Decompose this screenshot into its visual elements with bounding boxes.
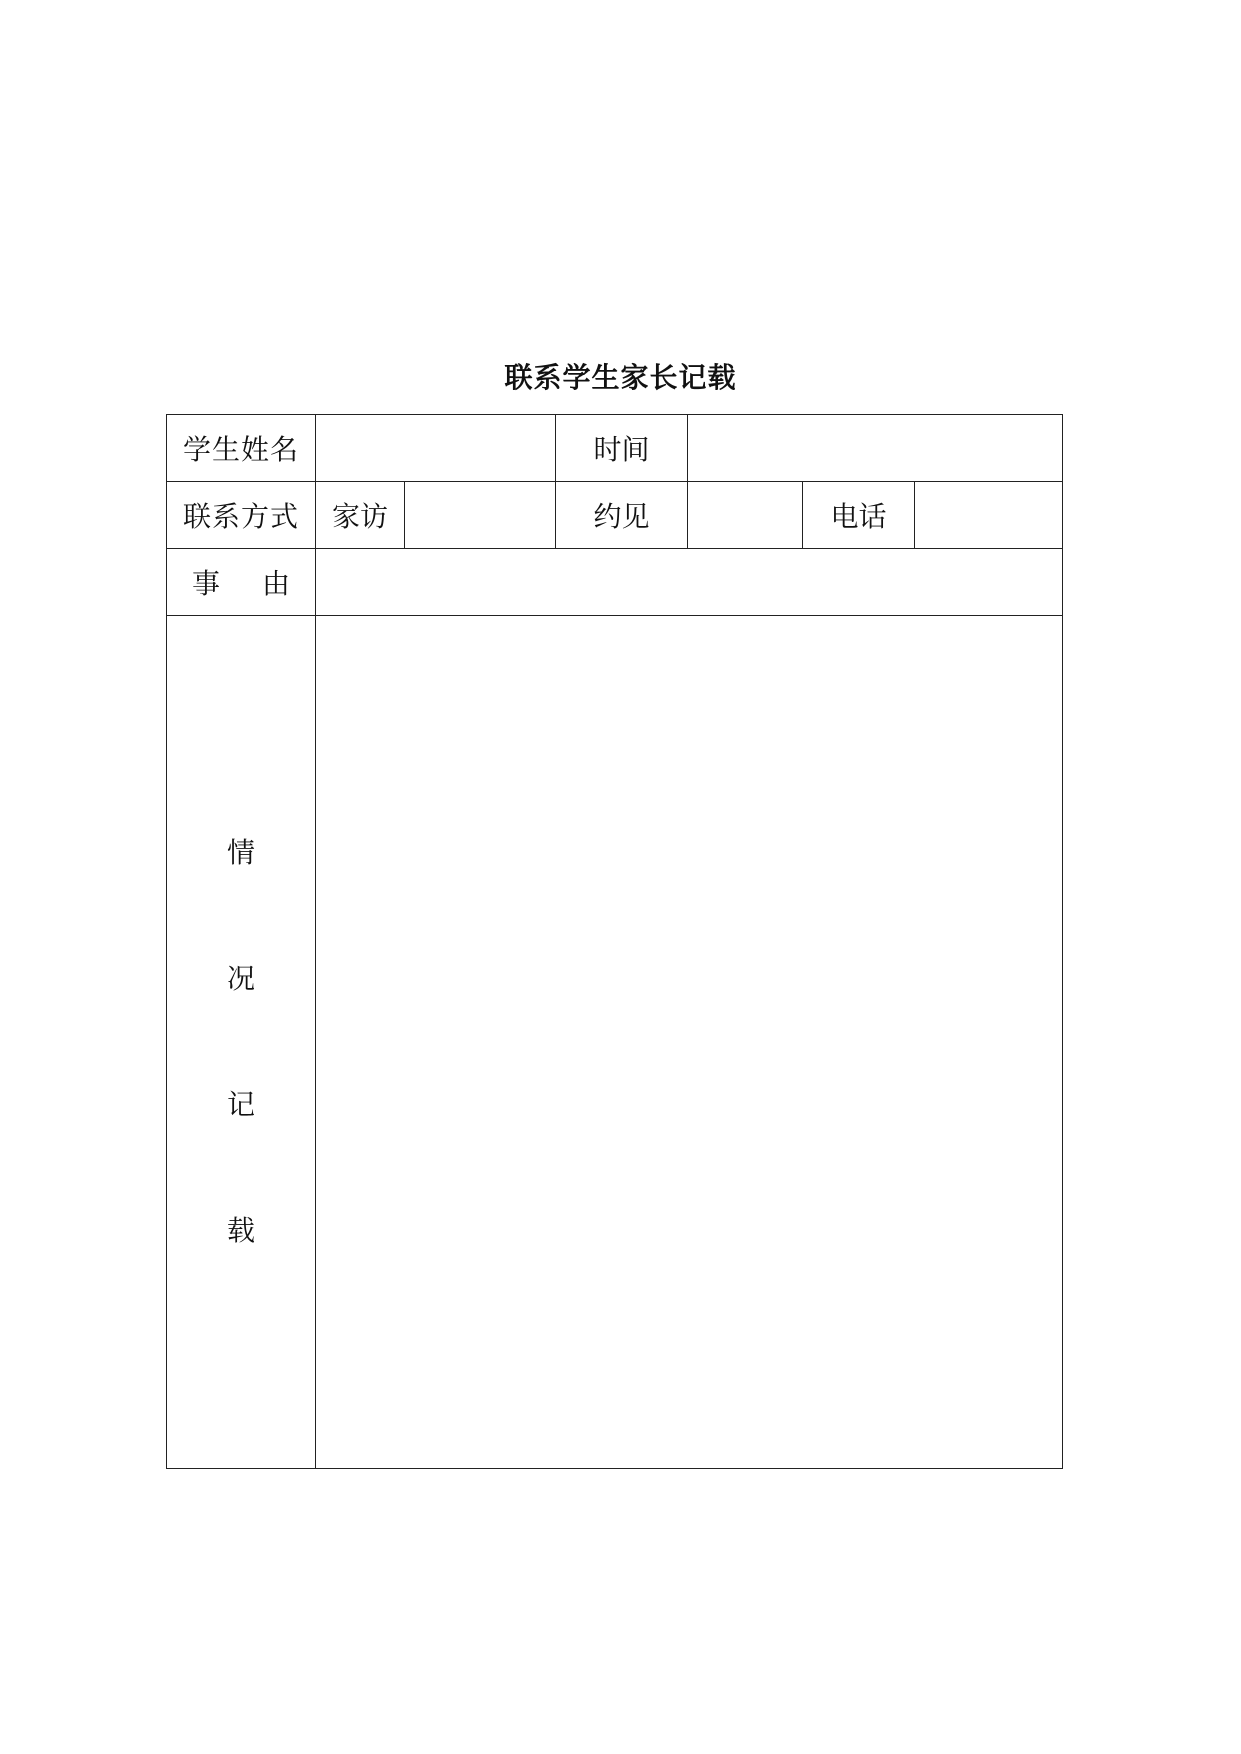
reason-label-char-2: 由 [262, 567, 291, 600]
contact-record-table [166, 414, 1063, 1469]
row-reason [167, 549, 1063, 616]
student-name-label: 学生姓名 [167, 415, 316, 482]
contact-method-label: 联系方式 [167, 482, 316, 549]
phone-label: 电话 [803, 482, 915, 549]
situation-record-label [167, 616, 316, 1469]
reason-label [167, 549, 316, 616]
row-contact-method [167, 482, 1063, 549]
phone-field[interactable] [915, 482, 1063, 549]
appointment-field[interactable] [688, 482, 803, 549]
page-title: 联系学生家长记载 [504, 361, 737, 394]
row-situation-record [167, 616, 1063, 1469]
home-visit-label: 家访 [316, 482, 405, 549]
reason-label-char-1: 事 [191, 567, 220, 600]
appointment-label: 约见 [556, 482, 688, 549]
home-visit-field[interactable] [405, 482, 556, 549]
row-student-name [167, 415, 1063, 482]
situation-record-label-char-4: 载 [226, 1214, 255, 1247]
situation-record-label-char-1: 情 [226, 836, 255, 869]
student-name-field[interactable] [316, 415, 556, 482]
time-field[interactable] [688, 415, 1063, 482]
reason-field[interactable] [316, 549, 1063, 616]
situation-record-label-char-3: 记 [226, 1088, 255, 1121]
situation-record-label-char-2: 况 [226, 962, 255, 995]
situation-record-field[interactable] [316, 616, 1063, 1469]
time-label: 时间 [556, 415, 688, 482]
